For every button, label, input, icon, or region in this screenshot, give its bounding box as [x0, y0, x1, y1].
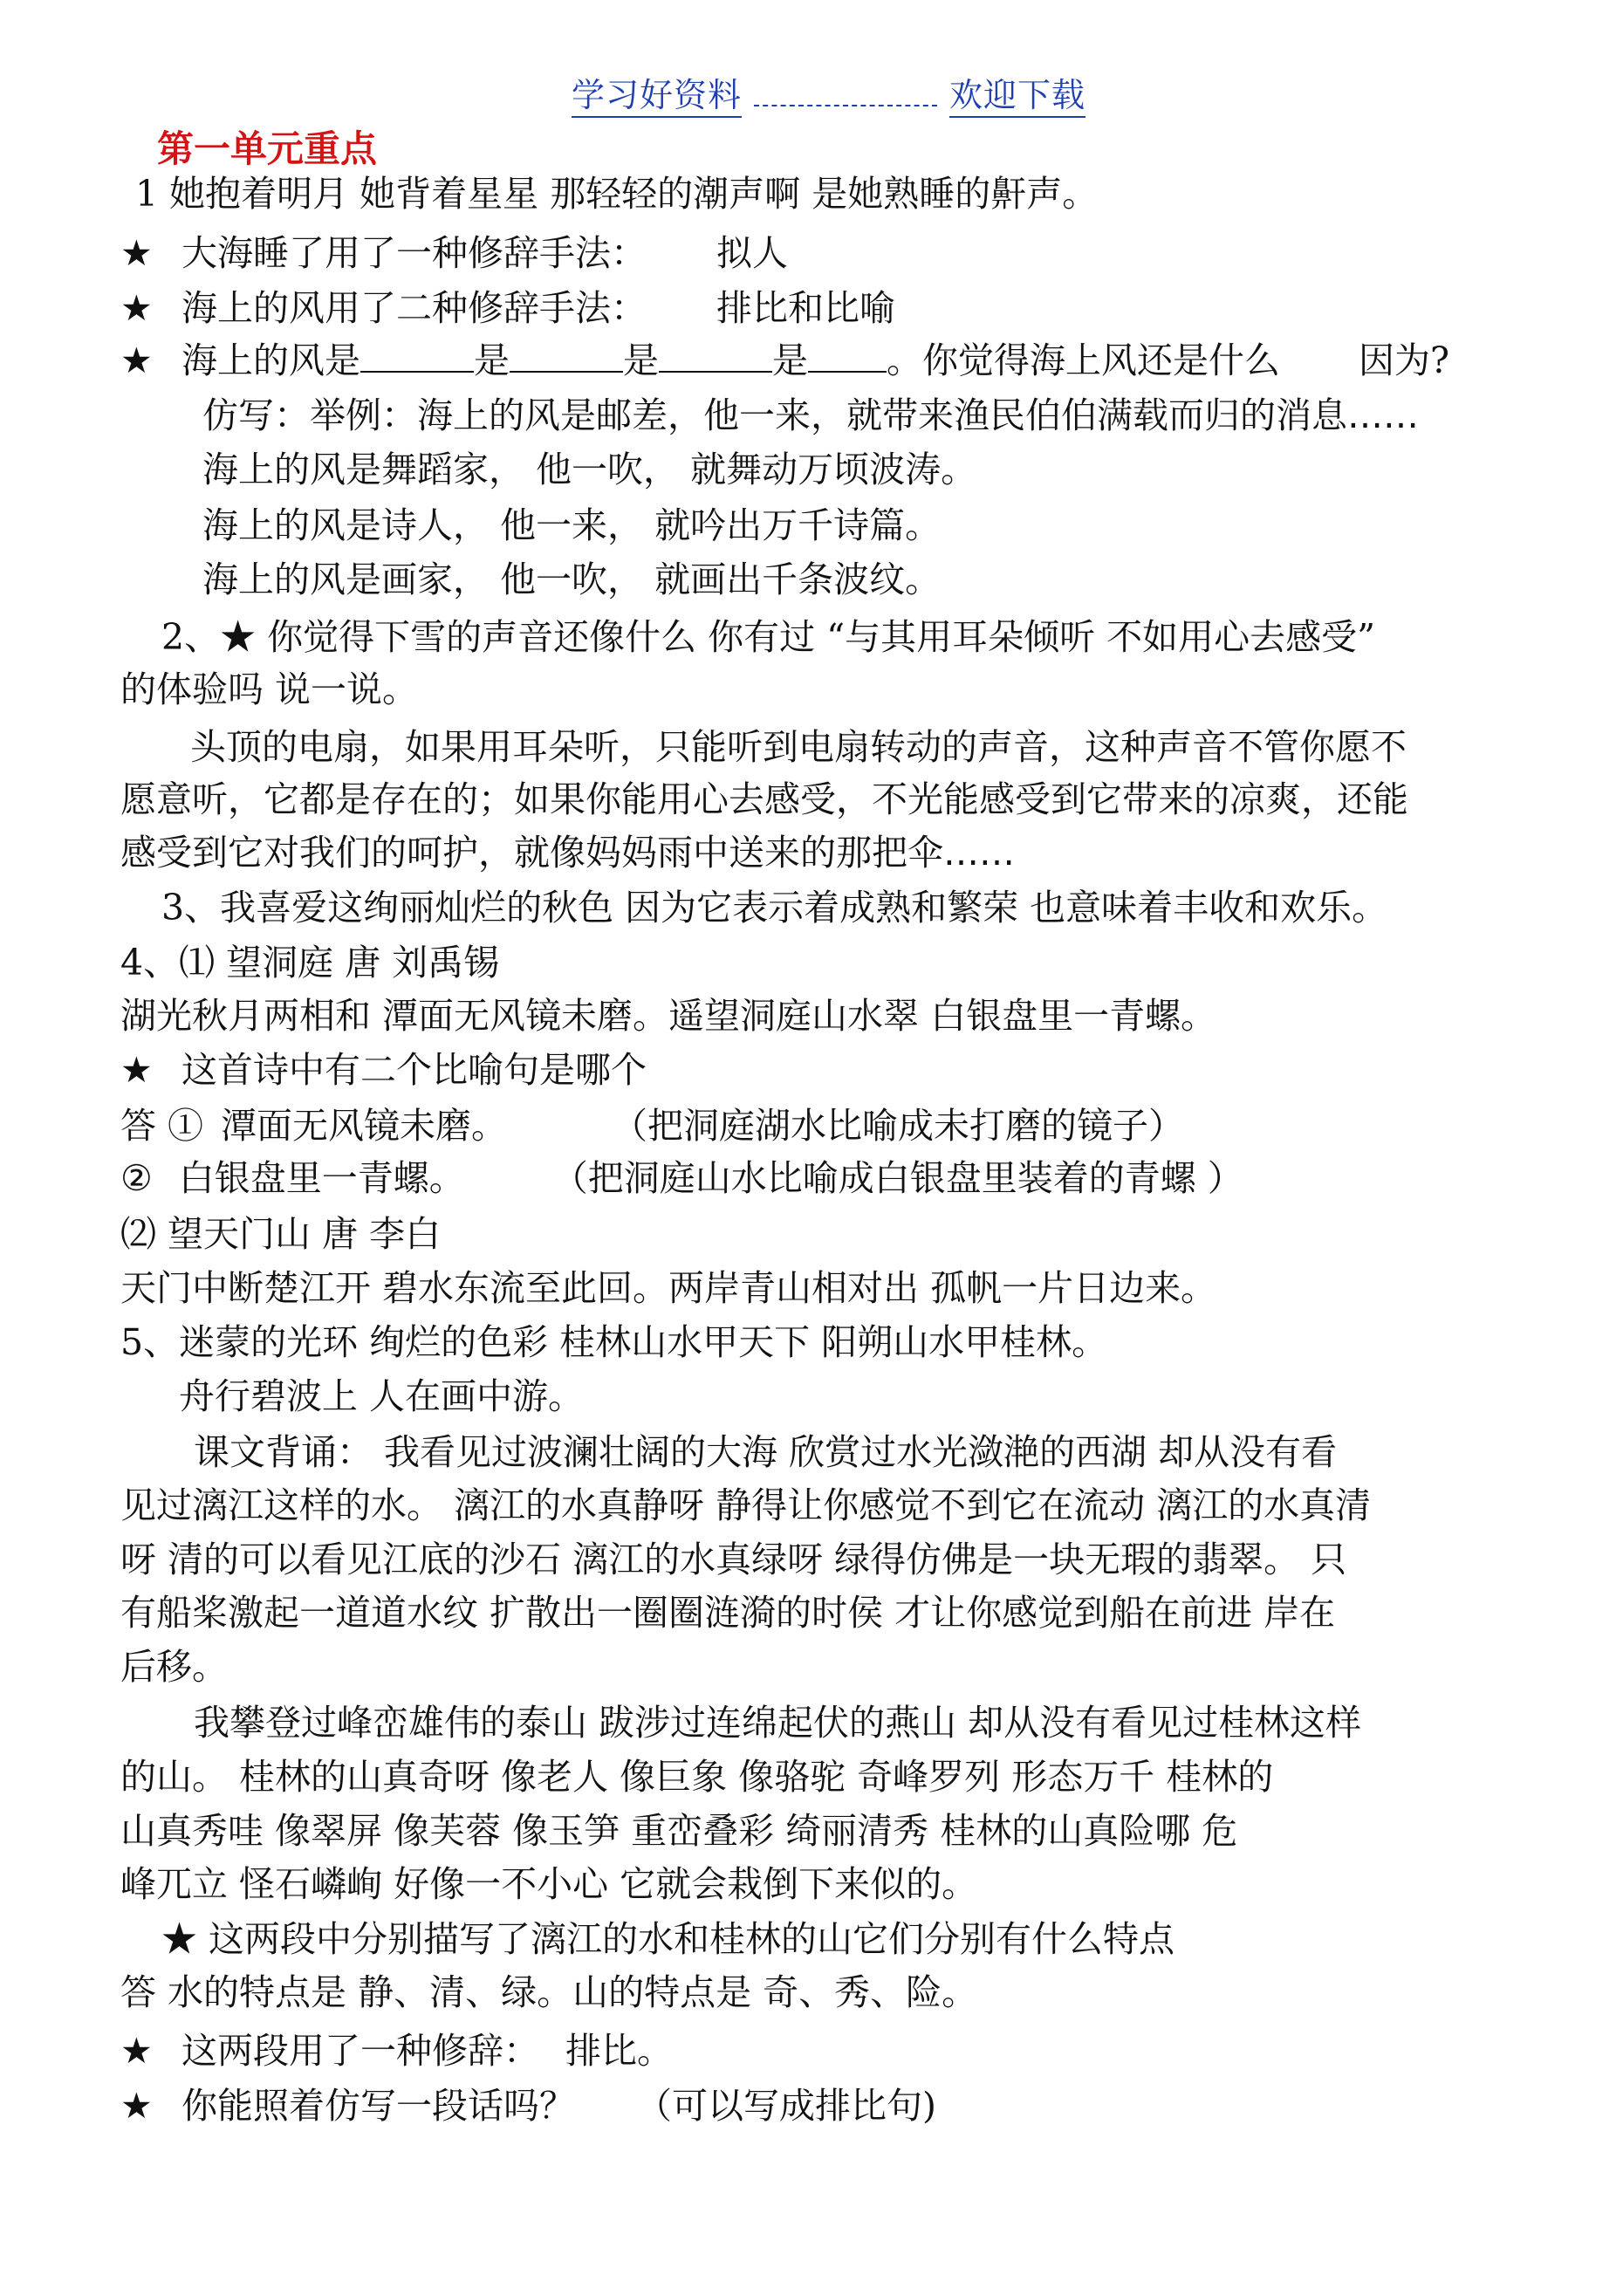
- text-line: 课文背诵： 我看见过波澜壮阔的大海 欣赏过水光潋滟的西湖 却从没有看: [194, 1431, 1338, 1473]
- blank-underline: [360, 370, 474, 373]
- text-line: 2、★ 你觉得下雪的声音还像什么 你有过 “与其用耳朵倾听 不如用心去感受”: [161, 616, 1376, 658]
- answer-text: 排比。: [565, 2030, 673, 2072]
- answer-note: （把洞庭山水比喻成白银盘里装着的青螺 ）: [551, 1157, 1243, 1199]
- text-line: 呀 清的可以看见江底的沙石 漓江的水真绿呀 绿得仿佛是一块无瑕的翡翠。 只: [120, 1539, 1347, 1580]
- question-line: [120, 1044, 1517, 1096]
- text-line: 头顶的电扇，如果用耳朵听，只能听到电扇转动的声音，这种声音不管你愿不: [190, 726, 1407, 768]
- star-icon: ★: [120, 1049, 153, 1091]
- star-icon: ★: [120, 232, 153, 274]
- text-line: 的山。 桂林的山真奇呀 像老人 像巨象 像骆驼 奇峰罗列 形态万千 桂林的: [120, 1756, 1274, 1798]
- fill-blank-line: [120, 334, 1517, 387]
- text-segment: 海上的风是: [181, 339, 360, 381]
- question-text: 大海睡了用了一种修辞手法：: [181, 232, 647, 274]
- text-line: ★ 这两段中分别描写了漓江的水和桂林的山它们分别有什么特点: [161, 1918, 1175, 1960]
- text-line: 的体验吗 说一说。: [120, 668, 419, 710]
- header-left-text: 学习好资料: [572, 76, 742, 118]
- question-line: [120, 227, 1517, 279]
- text-line: 1 她抱着明月 她背着星星 那轻轻的潮声啊 是她熟睡的鼾声。: [135, 173, 1099, 215]
- section-title: 第一单元重点: [157, 127, 378, 170]
- answer-line: [120, 1152, 1517, 1204]
- header-right-text: 欢迎下载: [949, 76, 1085, 118]
- text-segment: 。你觉得海上风还是什么: [887, 339, 1280, 381]
- text-segment: 是: [772, 339, 808, 381]
- text-segment: 是: [474, 339, 510, 381]
- question-line: [120, 2025, 1517, 2077]
- text-line: 愿意听，它都是存在的；如果你能用心去感受，不光能感受到它带来的凉爽，还能: [120, 778, 1408, 820]
- text-line: 海上的风是诗人， 他一来， 就吟出万千诗篇。: [202, 504, 942, 546]
- text-line: 有船桨激起一道道水纹 扩散出一圈圈涟漪的时侯 才让你感觉到船在前进 岸在: [120, 1592, 1336, 1634]
- question-line: [120, 2080, 1517, 2132]
- star-icon: ★: [120, 339, 153, 381]
- answer-text: 排比和比喻: [716, 287, 895, 329]
- page-header: [572, 68, 1086, 116]
- answer-text: 潭面无风镜未磨。: [221, 1105, 508, 1147]
- answer-text: 白银盘里一青螺。: [178, 1157, 465, 1199]
- question-text: 你能照着仿写一段话吗？: [181, 2085, 575, 2127]
- star-icon: ★: [120, 287, 153, 329]
- text-line: 仿写：举例：海上的风是邮差，他一来，就带来渔民伯伯满载而归的消息……: [202, 394, 1419, 436]
- text-line: ⑵ 望天门山 唐 李白: [120, 1213, 442, 1255]
- text-line: 天门中断楚江开 碧水东流至此回。两岸青山相对出 孤帆一片日边来。: [120, 1267, 1217, 1309]
- answer-label: ②: [120, 1157, 153, 1199]
- text-line: 湖光秋月两相和 潭面无风镜未磨。遥望洞庭山水翠 白银盘里一青螺。: [120, 995, 1217, 1037]
- text-line: 答 水的特点是 静、清、绿。山的特点是 奇、秀、险。: [120, 1971, 978, 2013]
- answer-text: 拟人: [716, 232, 788, 274]
- text-segment: 因为?: [1359, 339, 1449, 381]
- text-line: 海上的风是舞蹈家， 他一吹， 就舞动万顷波涛。: [202, 449, 977, 490]
- text-line: 4、⑴ 望洞庭 唐 刘禹锡: [120, 942, 500, 984]
- text-line: 山真秀哇 像翠屏 像芙蓉 像玉笋 重峦叠彩 绮丽清秀 桂林的山真险哪 危: [120, 1810, 1238, 1852]
- text-line: 舟行碧波上 人在画中游。: [179, 1375, 585, 1417]
- text-segment: 是: [623, 339, 659, 381]
- text-line: 后移。: [120, 1646, 228, 1688]
- answer-text: （可以写成排比句): [636, 2085, 936, 2127]
- star-icon: ★: [120, 2030, 153, 2072]
- text-line: 我攀登过峰峦雄伟的泰山 跋涉过连绵起伏的燕山 却从没有看见过桂林这样: [194, 1702, 1362, 1744]
- question-text: 这两段用了一种修辞：: [181, 2030, 539, 2072]
- blank-underline: [808, 370, 887, 373]
- answer-line: [120, 1100, 1517, 1152]
- text-line: 见过漓江这样的水。 漓江的水真静呀 静得让你感觉不到它在流动 漓江的水真清: [120, 1484, 1372, 1526]
- blank-underline: [510, 370, 623, 373]
- answer-note: （把洞庭湖水比喻成未打磨的镜子）: [612, 1105, 1185, 1147]
- text-line: 峰兀立 怪石嶙峋 好像一不小心 它就会栽倒下来似的。: [120, 1863, 978, 1905]
- header-dashed-rule: [754, 105, 937, 106]
- text-line: 感受到它对我们的呵护，就像妈妈雨中送来的那把伞……: [120, 832, 1015, 874]
- blank-underline: [659, 370, 772, 373]
- question-line: [120, 282, 1517, 334]
- star-icon: ★: [120, 2085, 153, 2127]
- text-line: 海上的风是画家， 他一吹， 就画出千条波纹。: [202, 559, 942, 600]
- question-text: 这首诗中有二个比喻句是哪个: [181, 1049, 647, 1091]
- text-line: 3、我喜爱这绚丽灿烂的秋色 因为它表示着成熟和繁荣 也意味着丰收和欢乐。: [161, 887, 1388, 929]
- question-text: 海上的风用了二种修辞手法：: [181, 287, 647, 329]
- text-line: 5、迷蒙的光环 绚烂的色彩 桂林山水甲天下 阳朔山水甲桂林。: [120, 1321, 1108, 1363]
- answer-label: 答 ①: [120, 1105, 204, 1147]
